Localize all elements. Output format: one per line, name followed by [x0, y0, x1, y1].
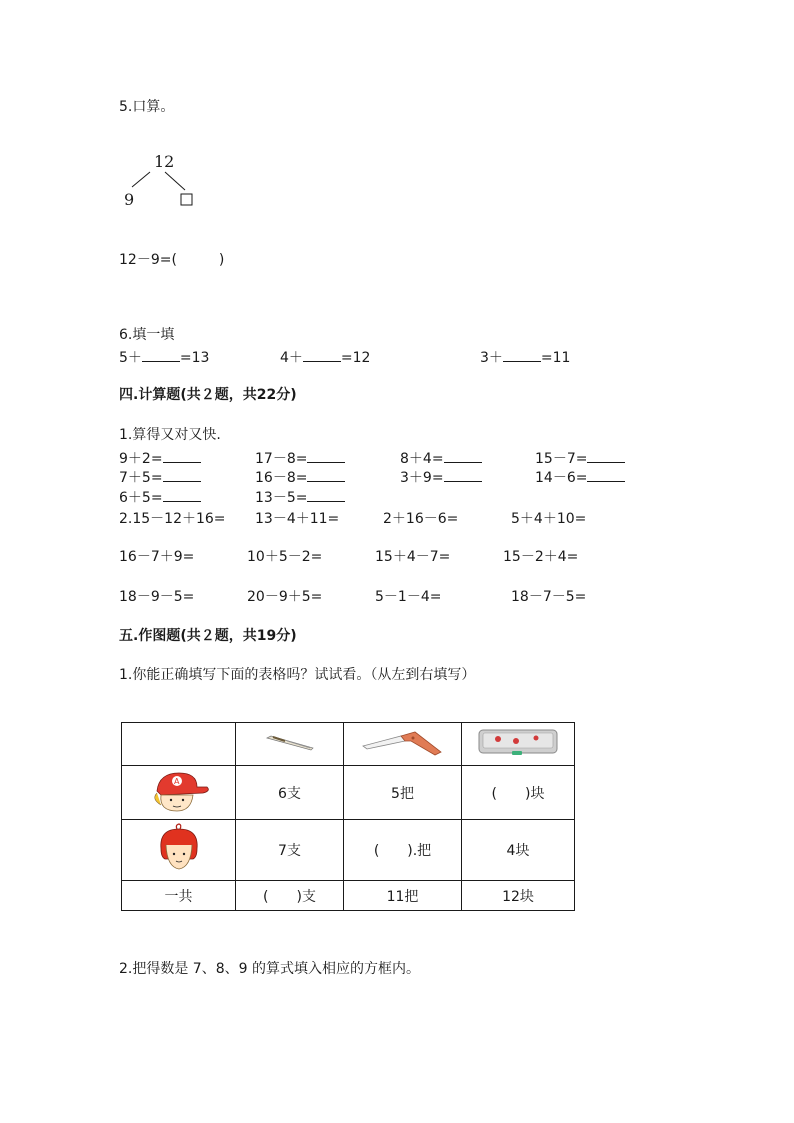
section5-q1: 1.你能正确填写下面的表格吗？试试看。（从左到右填写）: [119, 667, 476, 683]
section5-q2: 2.把得数是 7、8、9 的算式填入相应的方框内。: [119, 961, 420, 977]
calc-expression: 10＋5－2=: [247, 549, 323, 565]
cell-pencil-boy: 6支: [236, 766, 344, 820]
answer-blank: [444, 449, 482, 463]
table-header-pencil: [236, 723, 344, 766]
cell-total-knife: 11把: [344, 881, 462, 911]
bond-left-line: [132, 172, 150, 187]
cell-case-boy: ( )块: [462, 766, 575, 820]
calc-expression: 15＋4－7=: [375, 549, 451, 565]
bond-answer-box: [181, 194, 192, 205]
bond-right-line: [165, 172, 185, 190]
calc-expression: 5－1－4=: [375, 589, 442, 605]
answer-blank: [163, 449, 201, 463]
q6-title: 6.填一填: [119, 327, 175, 343]
calc-item: 3＋9=: [400, 468, 482, 487]
calc-item: 7＋5=: [119, 468, 201, 487]
calc-item: 16－8=: [255, 468, 345, 487]
q6-item-1: 5＋ =13: [119, 350, 210, 366]
girl-red-hair-icon: [155, 823, 203, 873]
girl-cell: [122, 820, 236, 881]
answer-blank: [307, 449, 345, 463]
answer-blank: [503, 348, 541, 362]
calc-item: 15－7=: [535, 449, 625, 468]
answer-blank: [163, 488, 201, 502]
answer-blank: [307, 468, 345, 482]
answer-blank: [303, 348, 341, 362]
calc-item: 8＋4=: [400, 449, 482, 468]
calc-expression: 18－7－5=: [511, 589, 587, 605]
calc-expression: 15－2＋4=: [503, 549, 579, 565]
calc-expression: 16－7＋9=: [119, 549, 195, 565]
answer-blank: [587, 468, 625, 482]
calc-expression: 20－9＋5=: [247, 589, 323, 605]
calc-expression: 18－9－5=: [119, 589, 195, 605]
section5-heading: 五.作图题(共２题，共19分): [119, 628, 297, 644]
section4-p1-title: 1.算得又对又快.: [119, 427, 221, 443]
folding-knife-icon: [361, 728, 445, 756]
calc-item: 13－5=: [255, 488, 345, 507]
boy-cap-a-icon: [147, 769, 211, 813]
calc-expression: 13－4＋11=: [255, 511, 340, 527]
cell-total-label: 一共: [122, 881, 236, 911]
answer-blank: [587, 449, 625, 463]
calc-expression: 5＋4＋10=: [511, 511, 587, 527]
answer-blank: [163, 468, 201, 482]
answer-blank: [444, 468, 482, 482]
table-header-empty: [122, 723, 236, 766]
q6-item-2: 4＋ =12: [280, 350, 371, 366]
table-header-pencil-case: [462, 723, 575, 766]
cell-knife-girl: ( ).把: [344, 820, 462, 881]
boy-cell: [122, 766, 236, 820]
number-bond-diagram: [118, 150, 208, 212]
section4-heading: 四.计算题(共２题，共22分): [119, 387, 297, 403]
calc-expression: 2＋16－6=: [383, 511, 459, 527]
items-table: [121, 722, 575, 911]
cell-case-girl: 4块: [462, 820, 575, 881]
q5-equation: 12－9=( ): [119, 252, 225, 268]
answer-blank: [307, 488, 345, 502]
cell-knife-boy: 5把: [344, 766, 462, 820]
cell-total-case: 12块: [462, 881, 575, 911]
calc-item: 14－6=: [535, 468, 625, 487]
answer-blank: [142, 348, 180, 362]
svg-text:A: A: [173, 776, 179, 786]
calc-item: 9＋2=: [119, 449, 201, 468]
calc-item: 6＋5=: [119, 488, 201, 507]
bond-left-number: 9: [124, 190, 135, 209]
pencil-icon: [265, 732, 315, 752]
calc-expression: 2.15－12＋16=: [119, 511, 226, 527]
q6-item-3: 3＋ =11: [480, 350, 571, 366]
cell-pencil-girl: 7支: [236, 820, 344, 881]
bond-top-number: 12: [154, 152, 175, 171]
calc-item: 17－8=: [255, 449, 345, 468]
table-header-knife: [344, 723, 462, 766]
q5-title: 5.口算。: [119, 99, 175, 115]
pencil-case-icon: [476, 727, 560, 757]
cell-total-pencil: ( )支: [236, 881, 344, 911]
